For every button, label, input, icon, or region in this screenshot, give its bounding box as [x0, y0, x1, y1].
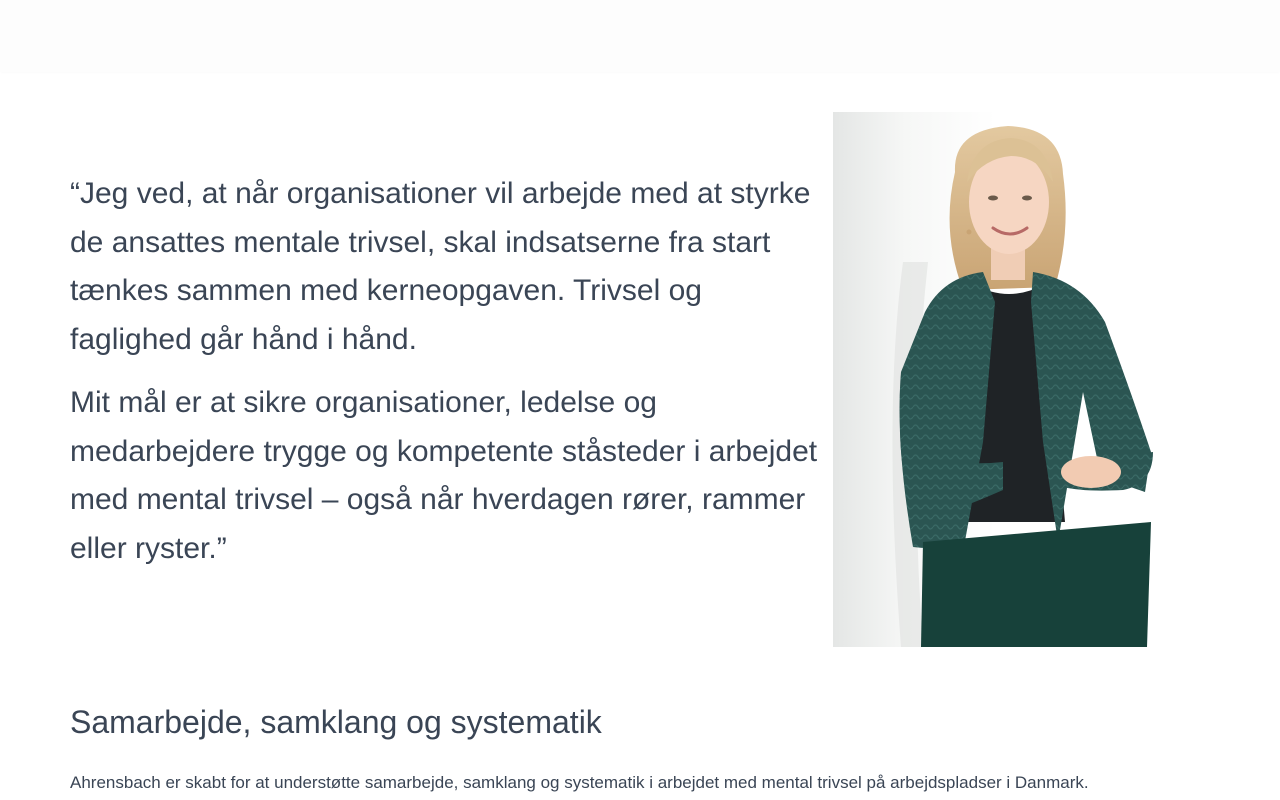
quote-paragraph-2: Mit mål er at sikre organisationer, ledelse og medarbejdere trygge og kompetente ståsteder i arbejdet med mental trivsel – også når hverdagen rører, rammer eller ryster.”: [70, 386, 818, 565]
skirt-shape: [921, 522, 1151, 647]
hands: [1061, 456, 1121, 488]
site-header: [0, 0, 1280, 72]
section-heading: Samarbejde, samklang og systematik: [70, 704, 602, 740]
testimonial-quote: [70, 170, 822, 588]
section-intro: Ahrensbach er skabt for at understøtte samarbejde, samklang og systematik i arbejdet med mental trivsel på arbejdspladser i Danmark.: [70, 773, 1089, 792]
portrait-illustration: [833, 112, 1195, 647]
portrait-photo: [833, 112, 1195, 647]
quote-paragraph-1: “Jeg ved, at når organisationer vil arbejde med at styrke de ansattes mentale trivsel, skal indsatserne fra start tænkes sammen med kerneopgaven. Trivsel og faglighed går hånd i hånd.: [70, 177, 811, 356]
